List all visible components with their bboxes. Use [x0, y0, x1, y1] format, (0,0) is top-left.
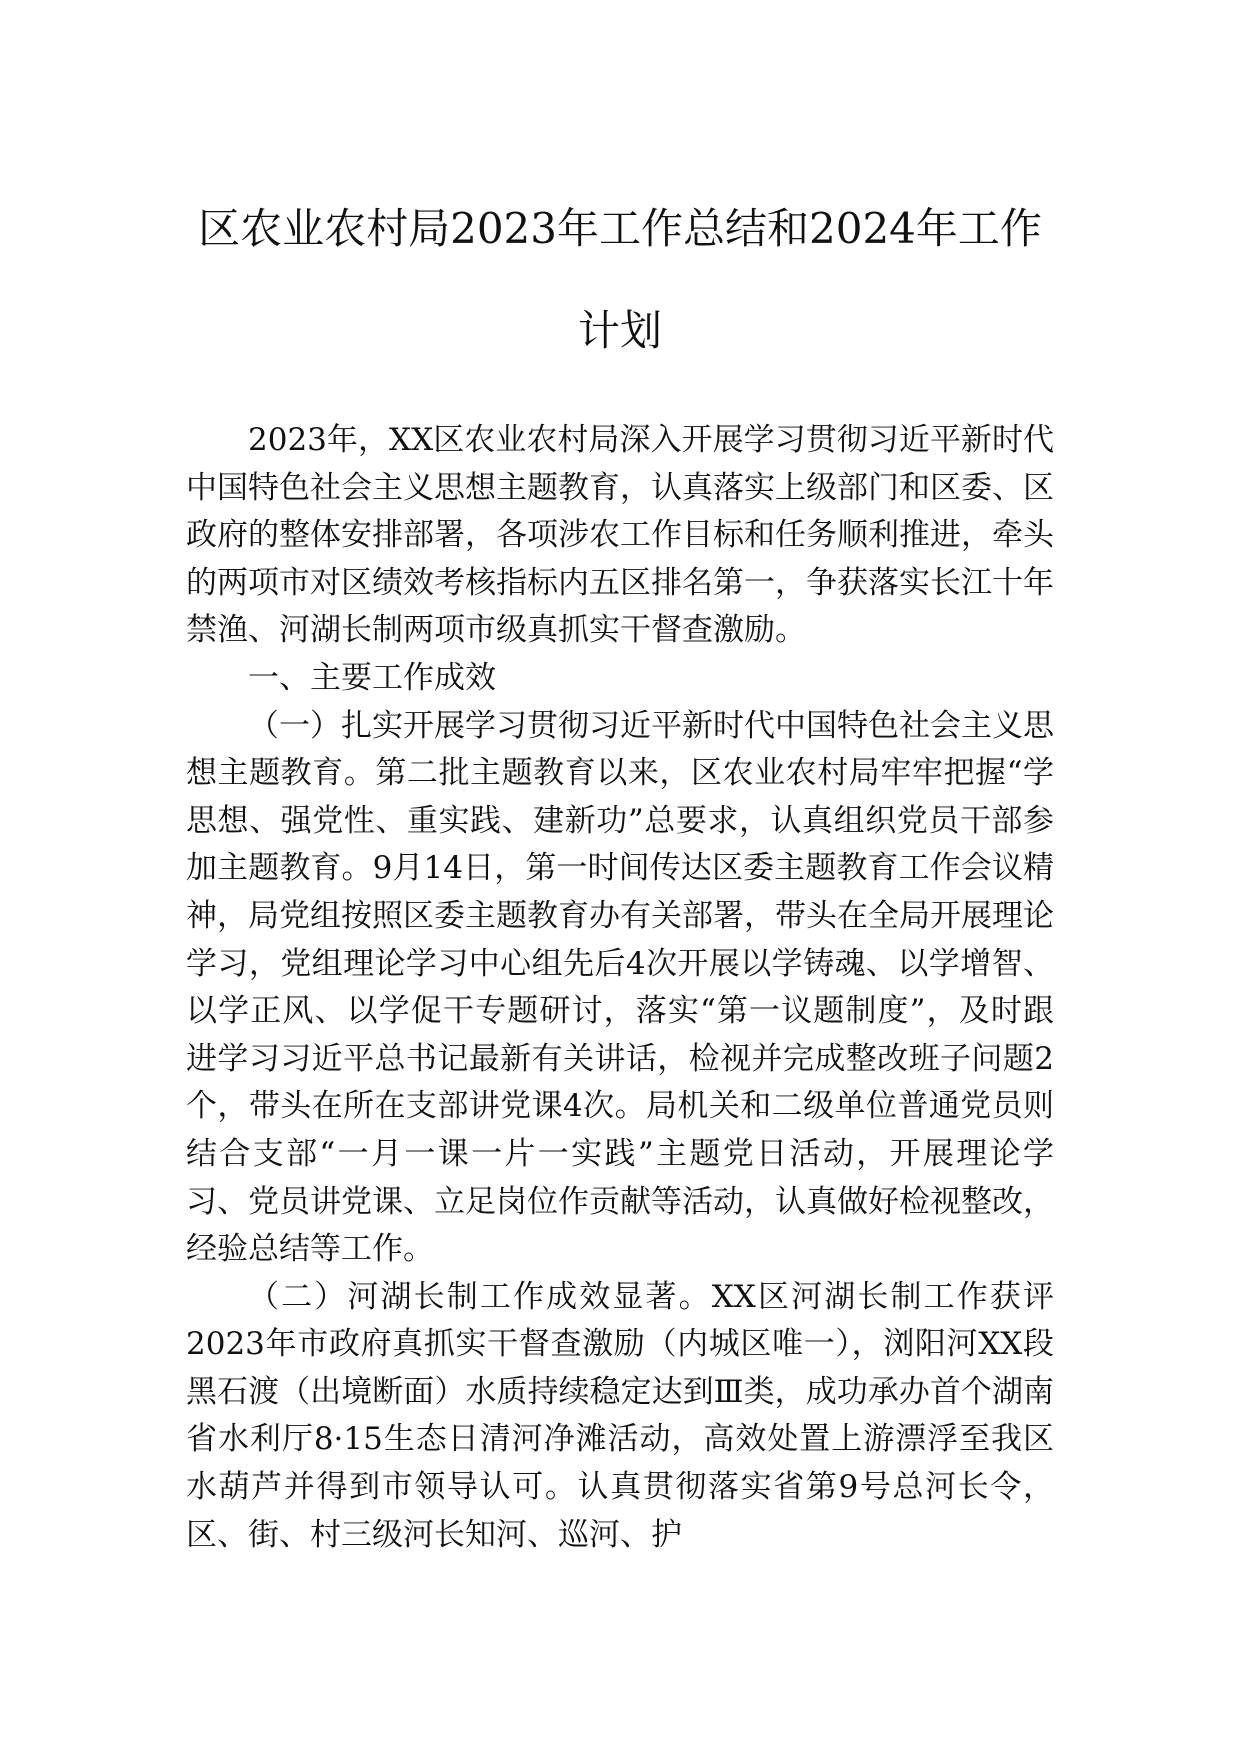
document-body [186, 417, 1054, 1559]
section-heading-main-achievements: 一、主要工作成效 [248, 659, 496, 696]
intro-paragraph: 2023年，XX区农业农村局深入开展学习贯彻习近平新时代中国特色社会主义思想主题教育，认真落实上级部门和区委、区政府的整体安排部署，各项涉农工作目标和任务顺利推进，牵头的两项市对区绩效考核指标内五区排名第一，争获落实长江十年禁渔、河湖长制两项市级真抓实干督查激励。 [186, 422, 1054, 649]
subsection-paragraph-2: （二）河湖长制工作成效显著。XX区河湖长制工作获评2023年市政府真抓实干督查激励（内城区唯一），浏阳河XX段黑石渡（出境断面）水质持续稳定达到Ⅲ类，成功承办首个湖南省水利厅8·15生态日清河净滩活动，高效处置上游漂浮至我区水葫芦并得到市领导认可。认真贯彻落实省第9号总河长令，区、街、村三级河长知河、巡河、护 [186, 1278, 1054, 1553]
document-title: 区农业农村局2023年工作总结和2024年工作计划 [198, 204, 1042, 355]
subsection-paragraph-1: （一）扎实开展学习贯彻习近平新时代中国特色社会主义思想主题教育。第二批主题教育以来，区农业农村局牢牢把握“学思想、强党性、重实践、建新功”总要求，认真组织党员干部参加主题教育。9月14日，第一时间传达区委主题教育工作会议精神，局党组按照区委主题教育办有关部署，带头在全局开展理论学习，党组理论学习中心组先后4次开展以学铸魂、以学增智、以学正风、以学促干专题研讨，落实“第一议题制度”，及时跟进学习习近平总书记最新有关讲话，检视并完成整改班子问题2个，带头在所在支部讲党课4次。局机关和二级单位普通党员则结合支部“一月一课一片一实践”主题党日活动，开展理论学习、党员讲党课、立足岗位作贡献等活动，认真做好检视整改，经验总结等工作。 [186, 707, 1054, 1268]
